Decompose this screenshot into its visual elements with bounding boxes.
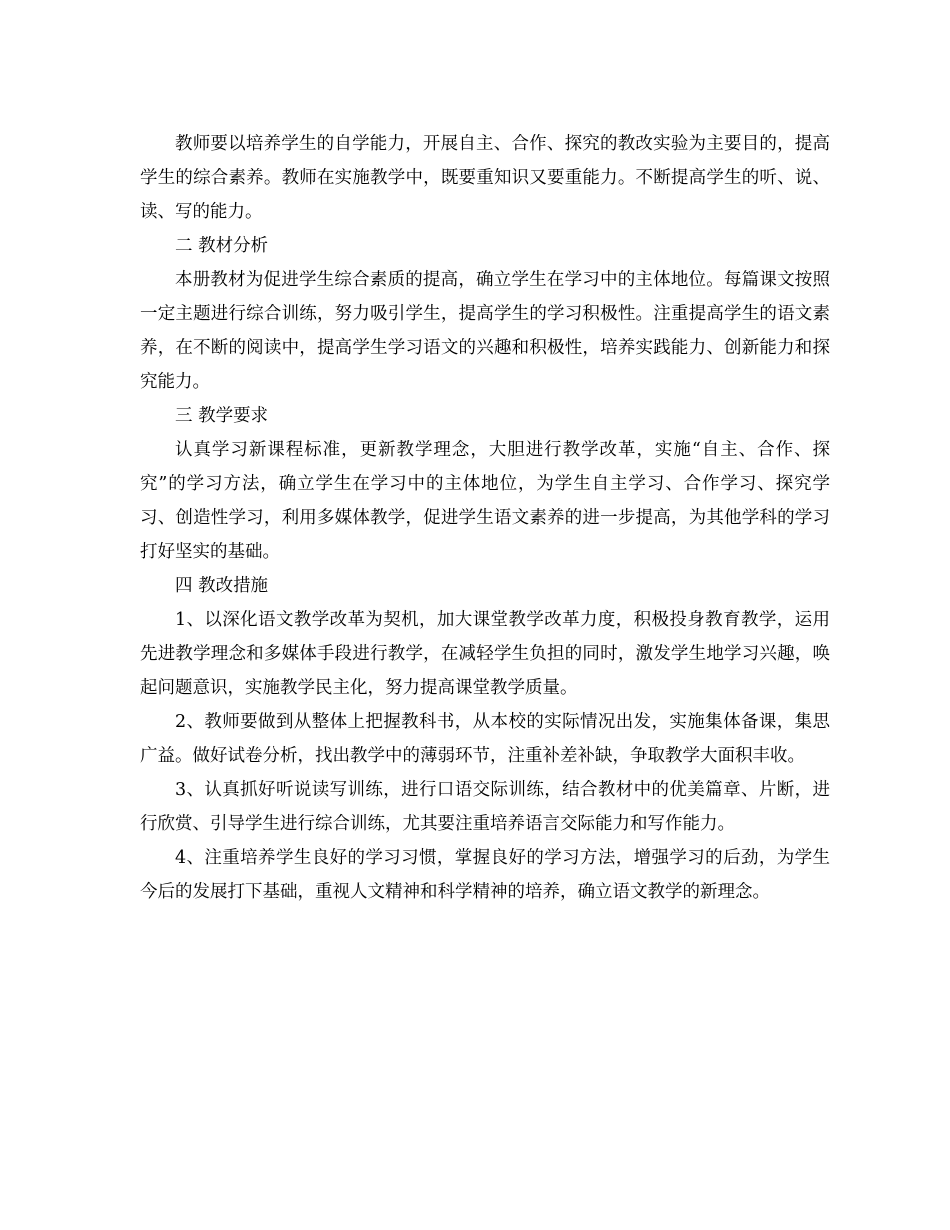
measure-item-2: 2、教师要做到从整体上把握教科书，从本校的实际情况出发，实施集体备课，集思广益。做好试卷分析，找出教学中的薄弱环节，注重补差补缺，争取教学大面积丰收。 xyxy=(140,712,830,766)
measure-item-1: 1、以深化语文教学改革为契机，加大课堂教学改革力度，积极投身教育教学，运用先进教学理念和多媒体手段进行教学，在减轻学生负担的同时，激发学生地学习兴趣，唤起问题意识，实施教学民主化，努力提高课堂教学质量。 xyxy=(140,610,830,698)
section-heading-teaching-requirements: 三 教学要求 xyxy=(175,406,269,426)
intro-paragraph: 教师要以培养学生的自学能力，开展自主、合作、探究的教改实验为主要目的，提高学生的综合素养。教师在实施教学中，既要重知识又要重能力。不断提高学生的听、说、读、写的能力。 xyxy=(140,134,830,222)
paragraph-teaching-requirements: 认真学习新课程标准，更新教学理念，大胆进行教学改革，实施“自主、合作、探究”的学习方法，确立学生在学习中的主体地位，为学生自主学习、合作学习、探究学习、创造性学习，利用多媒体教学，促进学生语文素养的进一步提高，为其他学科的学习打好坚实的基础。 xyxy=(140,440,830,562)
document-page xyxy=(140,127,830,909)
section-heading-textbook-analysis: 二 教材分析 xyxy=(175,236,269,256)
section-heading-reform-measures: 四 教改措施 xyxy=(175,576,269,596)
measure-item-4: 4、注重培养学生良好的学习习惯，掌握良好的学习方法，增强学习的后劲，为学生今后的发展打下基础，重视人文精神和科学精神的培养，确立语文教学的新理念。 xyxy=(140,848,830,902)
paragraph-textbook-analysis: 本册教材为促进学生综合素质的提高，确立学生在学习中的主体地位。每篇课文按照一定主题进行综合训练，努力吸引学生，提高学生的学习积极性。注重提高学生的语文素养，在不断的阅读中，提高学生学习语文的兴趣和积极性，培养实践能力、创新能力和探究能力。 xyxy=(140,270,830,392)
measure-item-3: 3、认真抓好听说读写训练，进行口语交际训练，结合教材中的优美篇章、片断，进行欣赏、引导学生进行综合训练，尤其要注重培养语言交际能力和写作能力。 xyxy=(140,780,830,834)
